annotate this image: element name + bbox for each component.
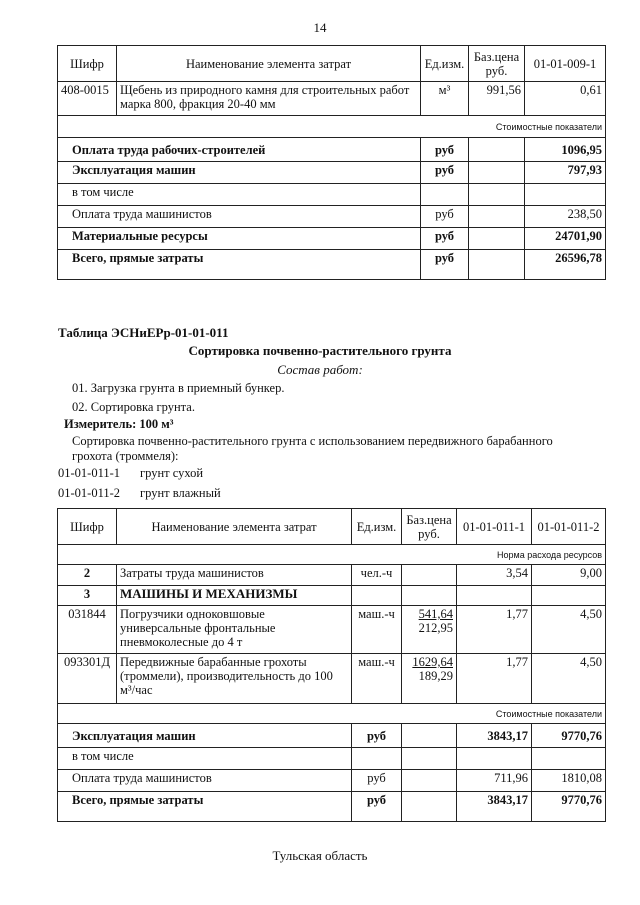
cell-price [402, 586, 457, 606]
summary-value [525, 184, 606, 206]
variant-code: 01-01-011-1 [58, 466, 121, 480]
summary-price [469, 250, 525, 280]
page-number: 14 [313, 20, 327, 35]
summary-value: 238,50 [525, 206, 606, 228]
work-step: 02. Сортировка грунта. [72, 400, 195, 414]
cell-value: 0,61 [525, 82, 606, 116]
cell-name: Щебень из природного камня для строительных работ марка 800, фракция 20-40 мм [117, 82, 421, 116]
header-name: Наименование элемента затрат [117, 509, 352, 545]
summary-price [469, 162, 525, 184]
summary-unit: руб [352, 792, 402, 822]
summary-unit: руб [421, 162, 469, 184]
header-code: Шифр [58, 46, 117, 82]
cell-name: Затраты труда машинистов [117, 565, 352, 586]
cell-code: 093301Д [58, 654, 117, 704]
variant-label: грунт влажный [140, 486, 221, 500]
meter: Измеритель: 100 м³ [64, 417, 174, 431]
header-unit: Ед.изм. [352, 509, 402, 545]
summary-name: Оплата труда рабочих-строителей [58, 138, 421, 162]
summary-price [402, 792, 457, 822]
price-base: 541,64 [418, 607, 453, 621]
summary-value: 1096,95 [525, 138, 606, 162]
section-label: Стоимостные показатели [58, 116, 606, 138]
cell-value-1 [457, 586, 532, 606]
table-title: Таблица ЭСНиЕРр-01-01-011 [58, 325, 229, 340]
summary-value: 26596,78 [525, 250, 606, 280]
summary-value-2: 9770,76 [532, 792, 606, 822]
summary-name: Всего, прямые затраты [58, 250, 421, 280]
price-wage: 212,95 [418, 621, 453, 635]
summary-value: 24701,90 [525, 228, 606, 250]
summary-value-2: 9770,76 [532, 724, 606, 748]
cell-code: 2 [58, 565, 117, 586]
summary-price [402, 748, 457, 770]
price-base: 1629,64 [412, 655, 453, 669]
cell-price [402, 654, 457, 704]
summary-price [469, 184, 525, 206]
cell-value-1: 3,54 [457, 565, 532, 586]
page-footer: Тульская область [272, 848, 368, 863]
variant-code: 01-01-011-2 [58, 486, 121, 500]
price-wage: 189,29 [418, 669, 453, 683]
work-step: 01. Загрузка грунта в приемный бункер. [72, 381, 285, 395]
summary-value-1 [457, 748, 532, 770]
summary-price [469, 138, 525, 162]
summary-name: Оплата труда машинистов [58, 206, 421, 228]
cell-name: Передвижные барабанные грохоты (троммели), производительность до 100 м³/час [117, 654, 352, 704]
summary-price [402, 724, 457, 748]
header-norm-1: 01-01-011-1 [457, 509, 532, 545]
summary-value-1: 711,96 [457, 770, 532, 792]
summary-name: Материальные ресурсы [58, 228, 421, 250]
summary-value-2 [532, 748, 606, 770]
cell-price [402, 565, 457, 586]
summary-name: Всего, прямые затраты [58, 792, 352, 822]
group-name: МАШИНЫ И МЕХАНИЗМЫ [117, 586, 352, 606]
cell-price: 991,56 [469, 82, 525, 116]
summary-name: Оплата труда машинистов [58, 770, 352, 792]
summary-unit: руб [421, 206, 469, 228]
description: Сортировка почвенно-растительного грунта с использованием передвижного барабанного грохота (троммеля): [72, 434, 553, 463]
cell-name: Погрузчики одноковшовые универсальные фронтальные пневмоколесные до 4 т [117, 606, 352, 654]
summary-unit: руб [421, 250, 469, 280]
summary-unit: руб [421, 138, 469, 162]
header-code: Шифр [58, 509, 117, 545]
summary-unit [421, 184, 469, 206]
group-code: 3 [58, 586, 117, 606]
cell-value-1: 1,77 [457, 606, 532, 654]
cell-unit: м³ [421, 82, 469, 116]
header-unit: Ед.изм. [421, 46, 469, 82]
cell-code: 408-0015 [58, 82, 117, 116]
section-subheading: Состав работ: [277, 362, 363, 377]
section-label: Стоимостные показатели [58, 704, 606, 724]
cell-value-1: 1,77 [457, 654, 532, 704]
cell-value-2: 4,50 [532, 654, 606, 704]
summary-price [402, 770, 457, 792]
summary-name: в том числе [58, 748, 352, 770]
cell-unit: маш.-ч [352, 654, 402, 704]
summary-value-1: 3843,17 [457, 792, 532, 822]
summary-name: в том числе [58, 184, 421, 206]
summary-unit: руб [421, 228, 469, 250]
summary-name: Эксплуатация машин [58, 724, 352, 748]
cell-unit: маш.-ч [352, 606, 402, 654]
header-price: Баз.цена руб. [402, 509, 457, 545]
summary-value-1: 3843,17 [457, 724, 532, 748]
summary-value-2: 1810,08 [532, 770, 606, 792]
cost-table-1 [57, 45, 606, 280]
cell-value-2: 4,50 [532, 606, 606, 654]
cell-value-2: 9,00 [532, 565, 606, 586]
summary-name: Эксплуатация машин [58, 162, 421, 184]
cell-unit [352, 586, 402, 606]
summary-price [469, 206, 525, 228]
summary-unit: руб [352, 770, 402, 792]
cell-price [402, 606, 457, 654]
cell-value-2 [532, 586, 606, 606]
summary-price [469, 228, 525, 250]
cost-table-2 [57, 508, 606, 822]
cell-code: 031844 [58, 606, 117, 654]
section-heading: Сортировка почвенно-растительного грунта [188, 343, 452, 358]
header-norm-2: 01-01-011-2 [532, 509, 606, 545]
section-label: Норма расхода ресурсов [58, 545, 606, 565]
summary-unit: руб [352, 724, 402, 748]
cell-unit: чел.-ч [352, 565, 402, 586]
variant-label: грунт сухой [140, 466, 204, 480]
header-name: Наименование элемента затрат [117, 46, 421, 82]
summary-value: 797,93 [525, 162, 606, 184]
header-norm: 01-01-009-1 [525, 46, 606, 82]
header-price: Баз.цена руб. [469, 46, 525, 82]
summary-unit [352, 748, 402, 770]
